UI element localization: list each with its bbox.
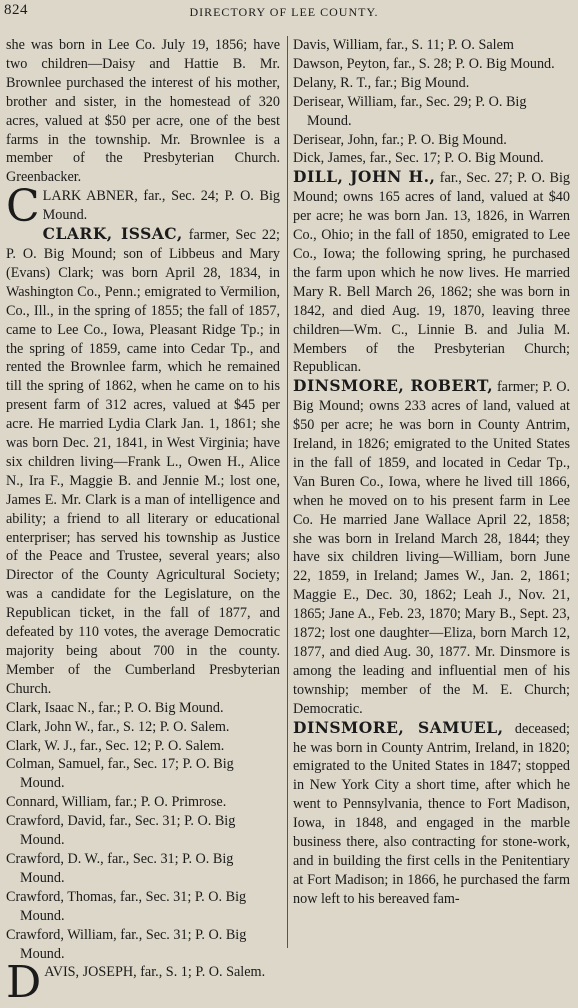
bio-name: CLARK, ISSAC, — [42, 224, 183, 244]
bio-dill-john — [293, 168, 570, 377]
directory-entry: Derisear, John, far.; P. O. Big Mound. — [293, 131, 507, 148]
bio-text: farmer; P. O. Big Mound; owns 233 acres of land, valued at $50 per acre; he was born in County Antrim, Ireland, in 1826; emigrated to the United States in the fall of 1859, and located in Cedar Tp., Van Buren Co., Iowa, where he lived till 1866, when he moved on to his present farm in Lee Co. He married Jane Wallace April 22, 1858; she was born in Ireland March 28, 1844; they have six children living—William, born June 22, 1859, in Ireland; James W., Jan. 2, 1861; Maggie E., Dec. 30, 1862; Leah J., Nov. 21, 1865; Jane A., Feb. 23, 1870; Mary B., Sept. 23, 1872; lost one daughter—Eliza, born March 12, 1877, and died Aug. 30, 1877. Mr. Dinsmore is among the leading and influential men of his township; member of the M. E. Church; Democratic. — [293, 379, 571, 717]
directory-entry: Dawson, Peyton, far., S. 28; P. O. Big Mound. — [293, 55, 555, 72]
directory-entry: Delany, R. T., far.; Big Mound. — [293, 74, 470, 91]
directory-entry: Clark, Isaac N., far.; P. O. Big Mound. — [6, 699, 224, 716]
drop-cap-c: C — [6, 181, 40, 233]
bio-dinsmore-robert — [293, 377, 570, 718]
directory-entry: Crawford, David, far., Sec. 31; P. O. Big Mound. — [6, 813, 236, 849]
directory-entry: Clark, W. J., far., Sec. 12; P. O. Salem. — [6, 737, 225, 754]
drop-cap-d: D — [6, 957, 42, 1008]
bio-name: DINSMORE, SAMUEL, — [293, 717, 504, 737]
directory-entry: Colman, Samuel, far., Sec. 17; P. O. Big Mound. — [6, 756, 234, 792]
bio-text: far., Sec. 27; P. O. Big Mound; owns 165 acres of land, valued at $40 per acre; he was born Jan. 13, 1826, in Warren Co., Ohio; in the fall of 1850, emigrated to Lee Co., Iowa; the following spring, he purchased the farm upon which he now lives. He married Mary R. Bell March 26, 1862; she was born in 1842, and died Aug. 19, 1870, leaving three children—Wm. C., Linnie B. and Julia M. Members of the Presbyterian Church; Republican. — [293, 170, 571, 376]
entry-davis-joseph — [6, 957, 280, 1008]
page-number: 824 — [4, 2, 28, 18]
entry-text: AVIS, JOSEPH, far., S. 1; P. O. Salem. — [44, 964, 266, 981]
bio-name: DILL, JOHN H., — [293, 167, 436, 187]
brownlee-continuation: she was born in Lee Co. July 19, 1856; have two children—Daisy and Hattie B. Mr. Brownlee purchased the interest of his mother, brother and sister, in the homestead of 320 acres, valued at $50 per acre, one of the best farms in the township. Mr. Brownlee is a member of the Presbyterian Church. Greenbacker. — [6, 37, 280, 186]
directory-entry: Crawford, William, far., Sec. 31; P. O. Big Mound. — [6, 926, 247, 962]
directory-entry: Crawford, Thomas, far., Sec. 31; P. O. Big Mound. — [6, 888, 247, 924]
directory-entry: Clark, John W., far., S. 12; P. O. Salem. — [6, 718, 230, 735]
directory-entry: Dick, James, far., Sec. 17; P. O. Big Mound. — [293, 150, 544, 167]
column-divider — [287, 36, 288, 948]
directory-entry: Davis, William, far., S. 11; P. O. Salem — [293, 37, 514, 53]
entry-clark-abner — [6, 181, 280, 233]
directory-entry: Crawford, D. W., far., Sec. 31; P. O. Big Mound. — [6, 850, 234, 886]
directory-entry: Derisear, William, far., Sec. 29; P. O. Big Mound. — [293, 93, 527, 129]
bio-dinsmore-samuel — [293, 719, 570, 909]
page-header — [4, 2, 564, 22]
bio-clark-issac — [6, 225, 280, 699]
entry-text: LARK ABNER, far., Sec. 24; P. O. Big Mound. — [42, 188, 280, 224]
right-column — [293, 36, 570, 909]
bio-text: deceased; he was born in County Antrim, Ireland, in 1820; emigrated to the United States in 1847; stopped in New York City a short time, after which he went to Pennsylvania, thence to Fort Madison, Iowa, in 1848, and engaged in the marble business there, also contracting for stone-work, and in building the first cells in the Penitentiary at Fort Madison; in 1866, he purchased the farm now left to his bereaved fam- — [293, 720, 570, 907]
running-title: DIRECTORY OF LEE COUNTY. — [189, 5, 379, 19]
left-column — [6, 36, 280, 1008]
bio-text: farmer, Sec 22; P. O. Big Mound; son of Libbeus and Mary (Evans) Clark; was born April 28, 1834, in Washington Co., Penn.; emigrated to Vermilion, Co., Ill., in the spring of 1855; the fall of 1857, came to Lee Co., Iowa, Pleasant Ridge Tp.; in the spring of 1859, came into Cedar Tp., and rented the Brownlee farm, which he remained till the spring of 1862, when he came on to his present farm of 312 acres, valued at $45 per acre. He married Lydia Clark Jan. 1, 1861; she was born Dec. 21, 1841, in West Virginia; have six children living—Frank L., Owen H., Alice N., Ira F., Maggie B. and Jennie M.; lost one, James E. Mr. Clark is a man of intelligence and ability; a friend to all literary or educational enterpriser; has served his township as Justice of the Peace and Trustee, several years; also Director of the County Agricultural Society; was a candidate for the Legislature, on the Republican ticket, in the fall of 1877, and defeated by 110 votes, the average Democratic majority being about 700 in the county. Member of the Cumberland Presbyterian Church. — [6, 227, 280, 697]
bio-name: DINSMORE, ROBERT, — [293, 376, 494, 396]
directory-entry: Connard, William, far.; P. O. Primrose. — [6, 794, 227, 811]
